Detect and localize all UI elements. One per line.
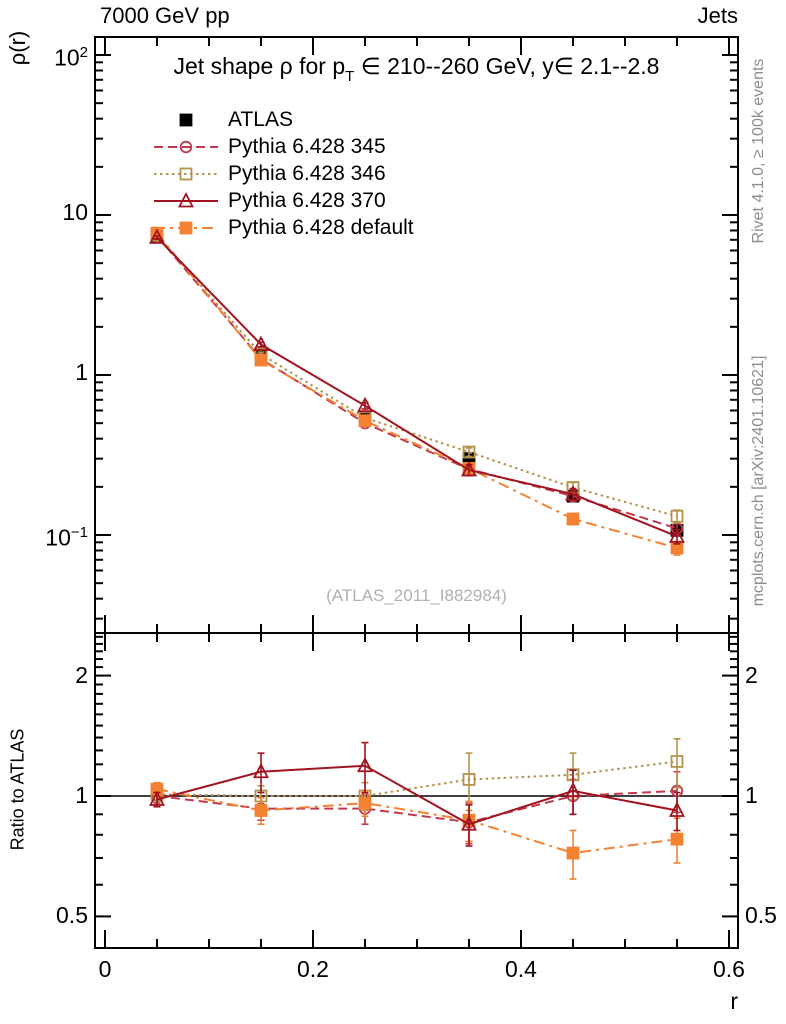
legend-marker-pythia-6-428-346	[150, 161, 222, 187]
series-main-pythia-6-428-346	[152, 230, 683, 523]
legend-marker-pythia-6-428-345	[150, 134, 222, 160]
mcplots-arxiv-note: mcplots.cern.ch [arXiv:2401.10621]	[750, 355, 767, 607]
legend-label-pythia-6-428-370: Pythia 6.428 370	[228, 189, 386, 212]
legend-label-atlas: ATLAS	[228, 108, 293, 131]
analysis-id-watermark: (ATLAS_2011_I882984)	[326, 586, 507, 605]
beam-energy-label: 7000 GeV pp	[100, 3, 230, 28]
x-axis-title: r	[730, 988, 738, 1014]
ratio-y-tick-label-right-2: 0.5	[745, 902, 777, 929]
analysis-group-label: Jets	[697, 3, 738, 28]
legend-item-pythia-6-428-346	[150, 161, 386, 187]
legend-item-pythia-6-428-default	[150, 215, 414, 241]
legend-item-pythia-6-428-370	[150, 188, 386, 214]
ratio-y-tick-label-left-1: 1	[75, 782, 88, 808]
series-main-atlas	[152, 230, 683, 535]
ratio-y-tick-label-left-2: 0.5	[56, 902, 88, 929]
main-y-tick-label-3: $10^{-1}$	[45, 524, 88, 551]
plot-title: Jet shape ρ for $p_T$ ∈ 210--260 GeV, y∈ 2.1--2.8	[173, 53, 660, 85]
legend-label-pythia-6-428-345: Pythia 6.428 345	[228, 135, 386, 158]
ratio-y-tick-label-left-0: 2	[75, 661, 88, 688]
ratio-y-tick-label-right-0: 2	[745, 661, 758, 688]
legend-label-pythia-6-428-346: Pythia 6.428 346	[228, 162, 386, 185]
main-y-tick-label-1: 10	[62, 199, 88, 225]
main-y-tick-label-0: $10^2$	[54, 44, 88, 71]
series-ratio-pythia-6-428-346	[152, 739, 683, 811]
legend-marker-atlas	[150, 107, 222, 133]
x-tick-label-0: 0	[98, 956, 112, 982]
legend-marker-pythia-6-428-370	[150, 188, 222, 214]
ratio-axis-title: Ratio to ATLAS	[7, 728, 28, 851]
legend-marker-pythia-6-428-default	[150, 215, 222, 241]
legend-item-pythia-6-428-345	[150, 134, 386, 160]
legend-item-atlas	[150, 107, 293, 133]
x-tick-label-2: 0.4	[505, 956, 537, 982]
series-ratio-pythia-6-428-345	[152, 772, 683, 844]
main-y-tick-label-2: 1	[75, 359, 88, 385]
y-axis-title: ρ(r)	[5, 30, 30, 66]
x-tick-label-1: 0.2	[297, 956, 329, 982]
series-main-pythia-6-428-345	[152, 231, 683, 535]
ratio-y-tick-label-right-1: 1	[745, 782, 758, 808]
rivet-version-note: Rivet 4.1.0, ≥ 100k events	[750, 58, 767, 244]
legend-label-pythia-6-428-default: Pythia 6.428 default	[228, 216, 414, 239]
x-tick-label-3: 0.6	[713, 956, 745, 982]
series-main-pythia-6-428-370	[151, 230, 684, 544]
